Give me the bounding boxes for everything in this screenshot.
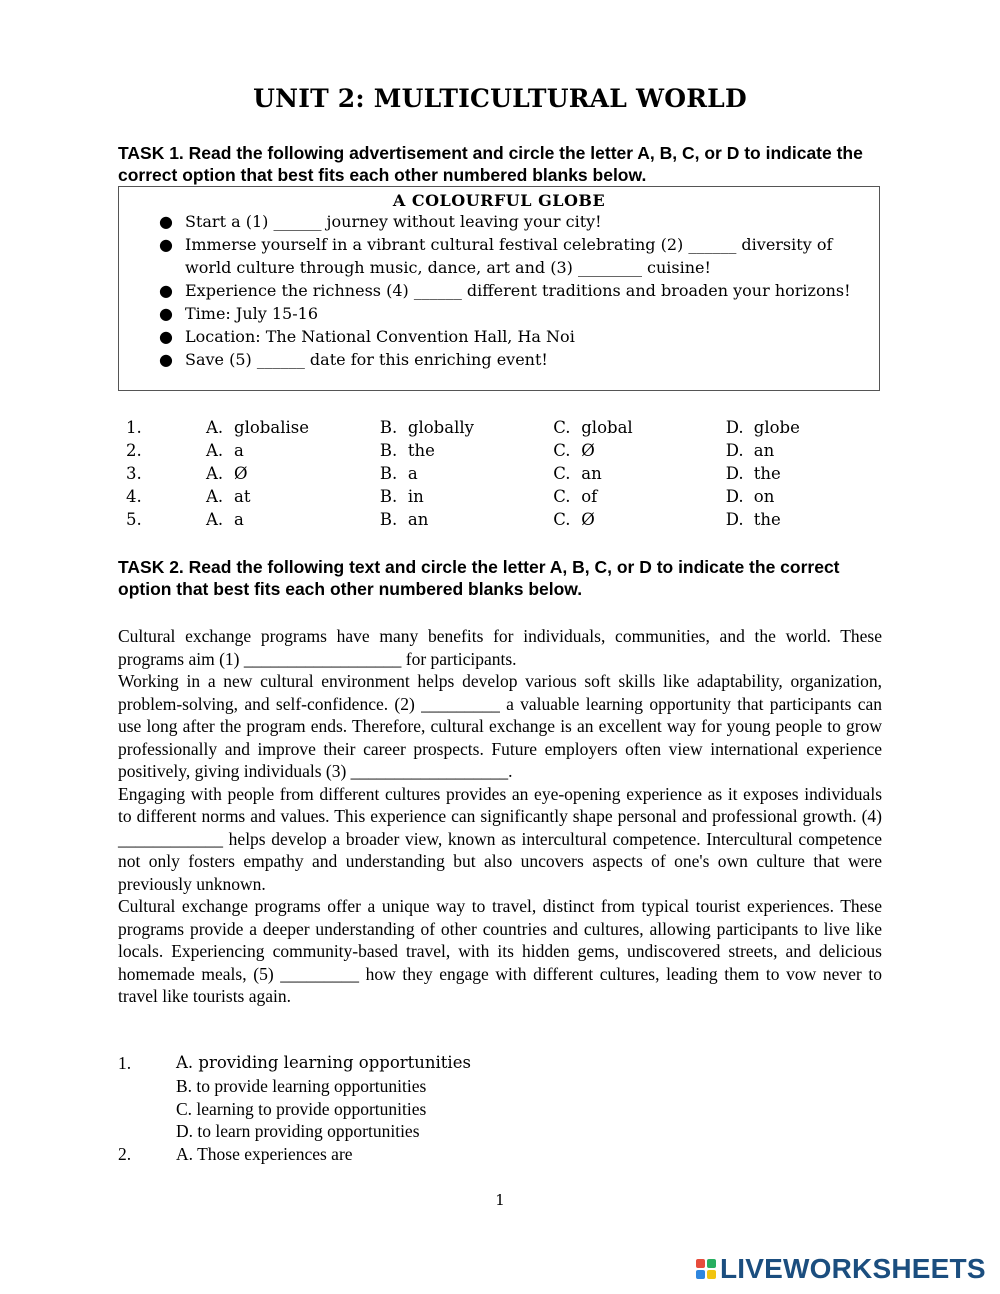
task2-heading: TASK 2. Read the following text and circle the letter A, B, C, or D to indicate the correct option that best fits each other numbered blanks below. <box>118 557 840 599</box>
advertisement-item-text: Start a (1) ______ journey without leaving your city! <box>185 212 602 231</box>
option-c[interactable] <box>553 418 726 441</box>
advertisement-item <box>119 210 869 233</box>
option-letter: D. <box>725 510 744 529</box>
option-text: globalise <box>234 418 309 437</box>
option-text: global <box>581 418 633 437</box>
option-letter: C. <box>553 464 571 483</box>
option-text: Ø <box>234 464 248 483</box>
option-b[interactable] <box>380 418 553 441</box>
question-row <box>118 418 898 441</box>
option-text: an <box>753 441 775 460</box>
option-letter: D. <box>725 464 744 483</box>
bullet-icon: ● <box>159 304 173 323</box>
option-text: a <box>407 464 418 483</box>
logo-icon <box>696 1259 716 1279</box>
option-text: a <box>234 441 244 460</box>
advertisement-item <box>119 233 869 279</box>
option-text: Ø <box>581 510 595 529</box>
option-letter: B. <box>379 464 398 483</box>
question-row <box>118 441 898 464</box>
passage-paragraph: Engaging with people from different cultures provides an eye-opening experience as it exposes individuals to different norms and values. This experience can significantly shape personal and professional growth. (4) ____________ helps develop a broader view, known as intercultural competence. Intercultural competence not only fosters empathy and understanding but also uncovers aspects of one's own culture that were previously unknown. <box>118 783 882 894</box>
logo-text: LIVEWORKSHEETS <box>720 1253 986 1284</box>
option-letter: A. <box>206 487 224 506</box>
answer-option[interactable]: B. to provide learning opportunities <box>176 1075 427 1096</box>
option-letter: A. <box>206 418 224 437</box>
option-letter: D. <box>725 418 744 437</box>
page-title: UNIT 2: MULTICULTURAL WORLD <box>253 84 747 113</box>
option-text: a <box>234 510 244 529</box>
question-number: 4. <box>126 487 142 506</box>
passage-paragraph: Working in a new cultural environment helps develop various soft skills like adaptability, organization, problem-solving, and self-confidence. (2) _________ a valuable learning opportunity that participants can use long after the program ends. Therefore, cultural exchange is an excellent way for young people to grow professionally and improve their career prospects. Future employers often view international experience positively, giving individuals (3) __________________. <box>118 671 882 781</box>
passage-paragraph: Cultural exchange programs have many benefits for individuals, communities, and the world. These programs aim (1) __________________ for participants. <box>118 626 882 669</box>
option-letter: C. <box>553 487 571 506</box>
option-text: the <box>753 464 781 483</box>
answer-option[interactable]: C. learning to provide opportunities <box>176 1098 427 1119</box>
answer-option[interactable]: D. to learn providing opportunities <box>176 1121 420 1142</box>
option-c[interactable] <box>553 441 726 464</box>
option-letter: B. <box>379 441 398 460</box>
option-text: at <box>234 487 251 506</box>
option-a[interactable] <box>206 487 380 510</box>
advertisement-item <box>119 302 869 325</box>
task1-heading: TASK 1. Read the following advertisement and circle the letter A, B, C, or D to indicate the correct option that best fits each other numbered blanks below. <box>118 143 863 185</box>
answer-question <box>118 1052 882 1143</box>
advertisement-list <box>119 210 879 371</box>
answer-question <box>118 1143 882 1166</box>
option-letter: B. <box>379 418 398 437</box>
option-letter: A. <box>206 510 224 529</box>
task2-passage <box>118 625 882 1008</box>
advertisement-item <box>119 279 869 302</box>
task1-options-table <box>118 418 898 533</box>
option-text: an <box>581 464 602 483</box>
option-letter: C. <box>553 441 571 460</box>
option-letter: A. <box>206 441 224 460</box>
advertisement-item-text: Experience the richness (4) ______ different traditions and broaden your horizons! <box>185 281 851 300</box>
option-d[interactable] <box>726 441 898 464</box>
option-c[interactable] <box>553 464 726 487</box>
bullet-icon: ● <box>159 350 173 369</box>
option-d[interactable] <box>726 464 898 487</box>
advertisement-box <box>118 186 880 391</box>
option-b[interactable] <box>380 487 553 510</box>
option-text: globally <box>407 418 474 437</box>
bullet-icon: ● <box>159 212 173 231</box>
task2-answers <box>118 1052 882 1166</box>
question-row <box>118 464 898 487</box>
option-c[interactable] <box>553 510 726 533</box>
option-b[interactable] <box>380 441 553 464</box>
option-a[interactable] <box>206 464 380 487</box>
passage-paragraph: Cultural exchange programs offer a unique way to travel, distinct from typical tourist experiences. These programs provide a deeper understanding of other countries and cultures, allowing participants to live like locals. Experiencing community-based travel, with its hidden gems, undiscovered streets, and delicious homemade meals, (5) _________ how they engage with different cultures, leading them to vow never to travel like tourists again. <box>118 896 882 1006</box>
advertisement-item <box>119 348 869 371</box>
option-text: an <box>407 510 429 529</box>
question-number: 1. <box>126 418 142 437</box>
option-b[interactable] <box>380 464 553 487</box>
advertisement-item-text: Save (5) ______ date for this enriching event! <box>185 350 548 369</box>
option-letter: C. <box>553 418 571 437</box>
question-number: 2. <box>118 1144 132 1165</box>
option-text: the <box>753 510 781 529</box>
option-a[interactable] <box>206 441 380 464</box>
option-letter: C. <box>553 510 571 529</box>
option-letter: D. <box>725 441 744 460</box>
advertisement-title: A COLOURFUL GLOBE <box>392 191 606 210</box>
option-letter: D. <box>725 487 744 506</box>
option-c[interactable] <box>553 487 726 510</box>
option-letter: A. <box>206 464 224 483</box>
option-d[interactable] <box>726 487 898 510</box>
question-number: 2. <box>126 441 142 460</box>
option-b[interactable] <box>380 510 553 533</box>
option-text: of <box>581 487 598 506</box>
question-number: 3. <box>126 464 142 483</box>
liveworksheets-logo <box>696 1254 986 1284</box>
option-text: on <box>753 487 775 506</box>
question-row <box>118 510 898 533</box>
option-a[interactable] <box>206 418 380 441</box>
page-number: 1 <box>495 1191 505 1209</box>
option-text: globe <box>753 418 800 437</box>
option-a[interactable] <box>206 510 380 533</box>
option-letter: B. <box>379 510 398 529</box>
question-number: 5. <box>126 510 142 529</box>
advertisement-item-text: Immerse yourself in a vibrant cultural festival celebrating (2) ______ diversity of world culture through music, dance, art and (3) ________ cuisine! <box>185 235 833 277</box>
option-letter: B. <box>379 487 398 506</box>
option-text: in <box>407 487 424 506</box>
option-text: the <box>407 441 435 460</box>
answer-option[interactable]: A. providing learning opportunities <box>176 1053 471 1072</box>
answer-option[interactable]: A. Those experiences are <box>176 1144 353 1165</box>
option-d[interactable] <box>726 510 898 533</box>
question-number: 1. <box>118 1053 132 1073</box>
advertisement-item-text: Location: The National Convention Hall, Ha Noi <box>185 327 575 346</box>
bullet-icon: ● <box>159 327 173 346</box>
option-d[interactable] <box>726 418 898 441</box>
bullet-icon: ● <box>159 281 173 300</box>
option-text: Ø <box>581 441 595 460</box>
question-row <box>118 487 898 510</box>
bullet-icon: ● <box>159 235 173 254</box>
advertisement-item <box>119 325 869 348</box>
advertisement-item-text: Time: July 15-16 <box>185 304 318 323</box>
